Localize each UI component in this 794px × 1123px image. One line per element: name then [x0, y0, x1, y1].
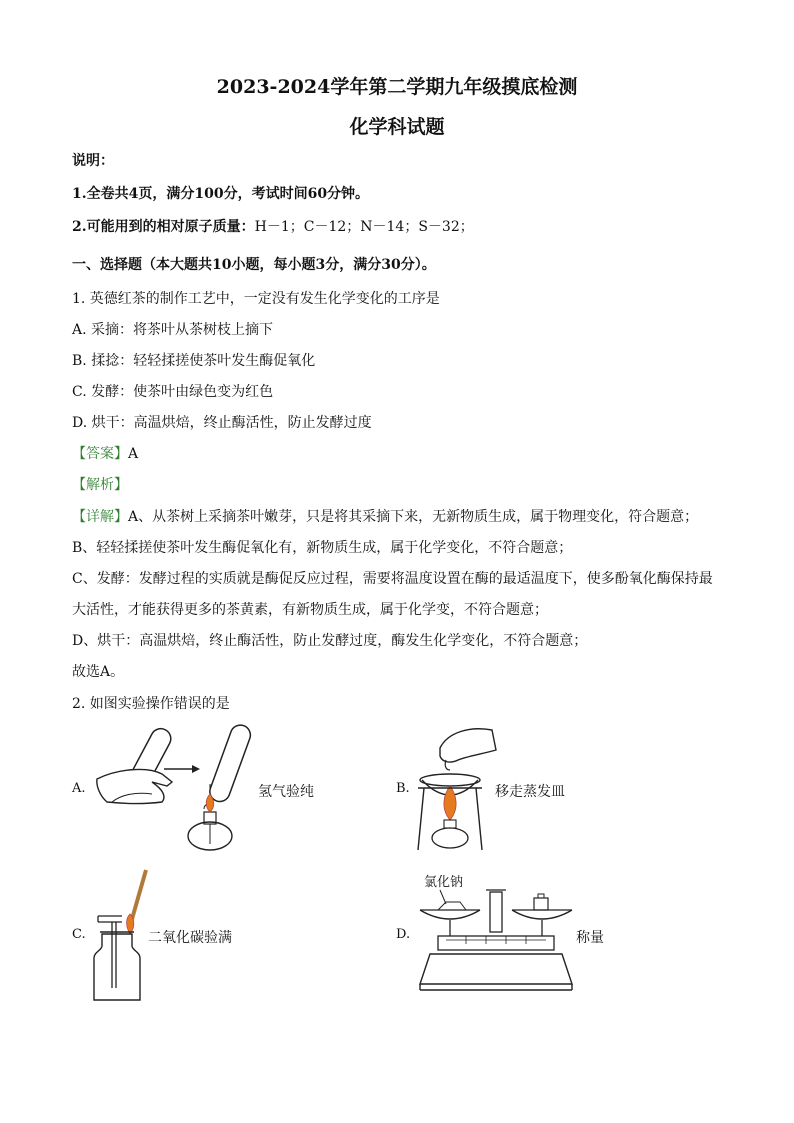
detail-line-5: D、烘干：高温烘焙，终止酶活性，防止发酵过度，酶发生化学变化，不符合题意；: [72, 633, 588, 649]
q2-option-c-letter: C.: [72, 927, 86, 942]
answer-value: A: [128, 446, 139, 462]
q1-option-a: A. 采摘：将茶叶从茶树枝上摘下: [72, 322, 274, 338]
co2-test-figure: [92, 866, 152, 1001]
q2-option-d-letter: D.: [396, 927, 411, 942]
q1-stem: 1. 英德红茶的制作工艺中，一定没有发生化学变化的工序是: [72, 291, 440, 307]
q1-answer: [72, 443, 138, 463]
exam-title: 2023-2024学年第二学期九年级摸底检测: [216, 76, 578, 98]
detail-line-6: 故选A。: [72, 664, 125, 680]
detail-line-3: C、发酵：发酵过程的实质就是酶促反应过程，需要将温度设置在酶的最适温度下，使多酚氧化酶保持最: [72, 571, 713, 587]
analysis-tag: 【解析】: [72, 477, 128, 493]
q1-option-c: C. 发酵：使茶叶由绿色变为红色: [72, 384, 274, 400]
evaporating-dish-figure: [410, 720, 500, 860]
q2-option-d-caption: 称量: [576, 930, 604, 946]
detail-tag: 【详解】: [72, 509, 128, 525]
notes-item-1: 1.全卷共4页，满分100分，考试时间60分钟。: [72, 186, 370, 202]
q2-option-a-caption: 氢气验纯: [258, 784, 314, 800]
balance-figure: [416, 884, 576, 999]
q2-option-b-caption: 移走蒸发皿: [495, 784, 565, 800]
notes-item-2: [72, 216, 474, 236]
detail-text-1: A、从茶树上采摘茶叶嫩芽，只是将其采摘下来，无新物质生成，属于物理变化，符合题意；: [128, 509, 699, 525]
q2-option-c-caption: 二氧化碳验满: [148, 930, 232, 946]
notes-item-2-prefix: 2.可能用到的相对原子质量：: [72, 219, 255, 235]
q2-option-a-letter: A.: [72, 781, 86, 796]
exam-subject: 化学科试题: [349, 116, 445, 138]
q1-option-b: B. 揉捻：轻轻揉搓使茶叶发生酶促氧化: [72, 353, 316, 369]
q1-option-d: D. 烘干：高温烘焙，终止酶活性，防止发酵过度: [72, 415, 372, 431]
section1-heading: 一、选择题（本大题共10小题，每小题3分，满分30分）。: [72, 257, 436, 273]
answer-tag: 【答案】: [72, 446, 128, 462]
notes-item-2-masses: H－1；C－12；N－14；S－32；: [254, 219, 474, 235]
q2-stem: 2. 如图实验操作错误的是: [72, 696, 230, 712]
detail-line-2: B、轻轻揉搓使茶叶发生酶促氧化有，新物质生成，属于化学变化，不符合题意；: [72, 540, 573, 556]
q2-figure-d-label: 氯化钠: [424, 875, 464, 890]
q2-option-b-letter: B.: [396, 781, 410, 796]
detail-line-4: 大活性，才能获得更多的茶黄素，有新物质生成，属于化学变，不符合题意；: [72, 602, 548, 618]
detail-line-1: [72, 506, 698, 526]
notes-heading: 说明：: [72, 153, 114, 169]
